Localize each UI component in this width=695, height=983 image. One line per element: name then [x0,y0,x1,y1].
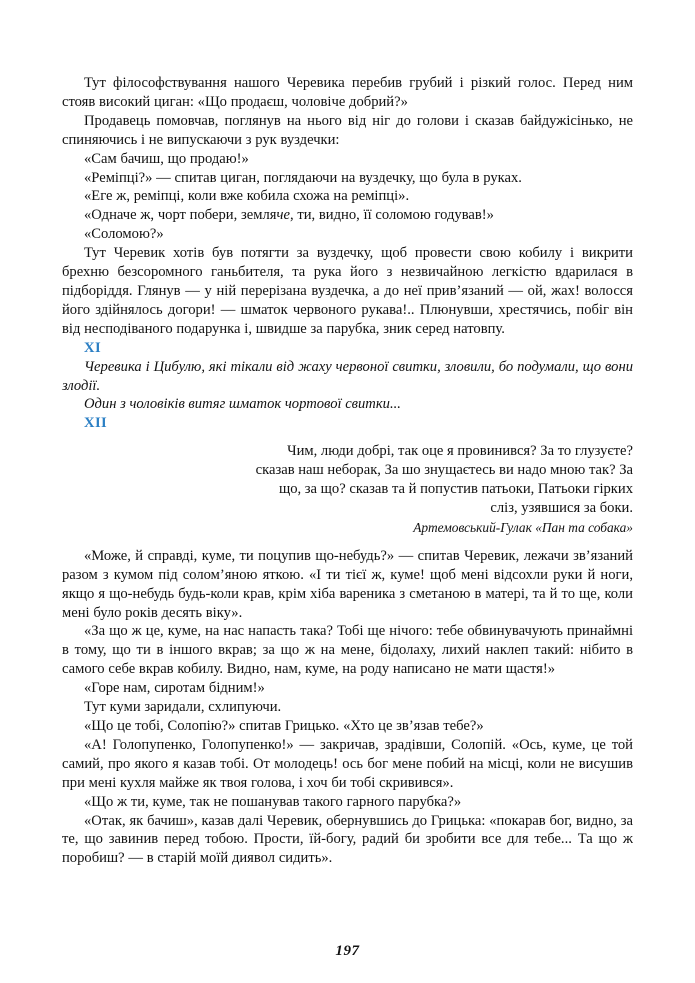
epigraph-text: Чим, люди добрі, так оце я провинився? За то глузуєте? сказав наш неборак, За шо знущаєтесь ви надо мною так? За що, за що? сказав та й попустив патьоки, Патьоки гірких сліз, узявшися за боки. [255,443,633,516]
page-number: 197 [335,943,360,959]
paragraph-with-italic [62,206,633,225]
paragraph: «Що це тобі, Солопію?» спитав Грицько. «Хто це зв’язав тебе?» [84,718,484,734]
paragraph: «За що ж це, куме, на нас напасть така? Тобі ще нічого: тебе обвинувачують принаймні в тому, що ти в іншого вкрав; за що ж на мене, бідолаху, лихий наклеп такий: нібито в самого себе вкрав кобилу. Видно, нам, куме, на роду написано не мати щастя!» [62,623,633,678]
paragraph: «А! Голопупенко, Голопупенко!» — закричав, зрадівши, Солопій. «Ось, куме, це той самий, про якого я казав тобі. От молодець! ось бог мене побий на місці, коли не висушив при мені кухля майже як твоя голова, і хоч би тобі скривився». [62,736,633,791]
paragraph: «Горе нам, сиротам бідним!» [84,680,265,697]
paragraph: Тут філософствування нашого Черевика перебив грубий і різкий голос. Перед ним стояв високий циган: «Що продаєш, чоловіче добрий?» [62,75,633,110]
epigraph [252,442,633,537]
section-number-xii: XII [84,415,108,432]
paragraph: «Еге ж, реміпці, коли вже кобила схожа на реміпці». [84,188,410,205]
paragraph: Тут куми заридали, схлипуючи. [84,699,282,716]
paragraph: «Соломою?» [84,226,164,243]
paragraph: «Отак, як бачиш», казав далі Черевик, обернувшись до Грицька: «покарав бог, видно, за те, що завинив перед тобою. Прости, їй-богу, радий би зробити все для тебе... Та що ж поробиш? — в старій моїй диявол сидить». [62,812,633,867]
paragraph: «Реміпці?» — спитав циган, поглядаючи на вуздечку, що була в руках. [84,169,522,186]
paragraph: «Сам бачиш, що продаю!» [84,150,249,167]
paragraph: «Може, й справді, куме, ти поцупив що-небудь?» — спитав Черевик, лежачи зв’язаний разом з кумом під солом’яною яткою. «І ти тієї ж, куме! щоб мені відсохли руки й ноги, якщо я що-небудь будь-коли крав, крім хіба вареника з сметаною в матері, та й то ще, коли мені було років десять віку». [62,547,633,621]
section-summary: Черевика і Цибулю, які тікали від жаху червоної свитки, зловили, бо подумали, що вони злодії. [62,358,633,394]
paragraph: Тут Черевик хотів був потягти за вуздечку, щоб провести свою кобилу і викрити брехню безсоромного ганьбителя, та рука його з незвичайною легкістю вдарилася в підборіддя. Глянув — у ній перерізана вуздечка, а до неї прив’язаний — ой, жах! волосся його здійнялось догори! — шматок червоного рукава!.. Плюнувши, хрестячись, побіг він від несподіваного подарунка і, швидше за парубка, зник серед натовпу. [62,245,633,337]
section-summary: Один з чоловіків витяг шматок чортової свитки... [84,396,401,413]
paragraph: Продавець помовчав, поглянув на нього від ніг до голови і сказав байдужісінько, не спиняючись і не випускаючи з рук вуздечки: [62,112,633,148]
paragraph-text-after: , ти, видно, її соломою годував!» [289,207,494,224]
section-number-xi: XI [84,339,102,356]
epigraph-source: Артемовський-Гулак «Пан та собака» [413,519,633,535]
paragraph-italic-fragment: че [276,207,290,224]
paragraph-text-before: «Одначе ж, чорт побери, земля [84,207,277,224]
paragraph: «Що ж ти, куме, так не пошанував такого гарного парубка?» [84,793,462,810]
text-column [62,74,633,868]
